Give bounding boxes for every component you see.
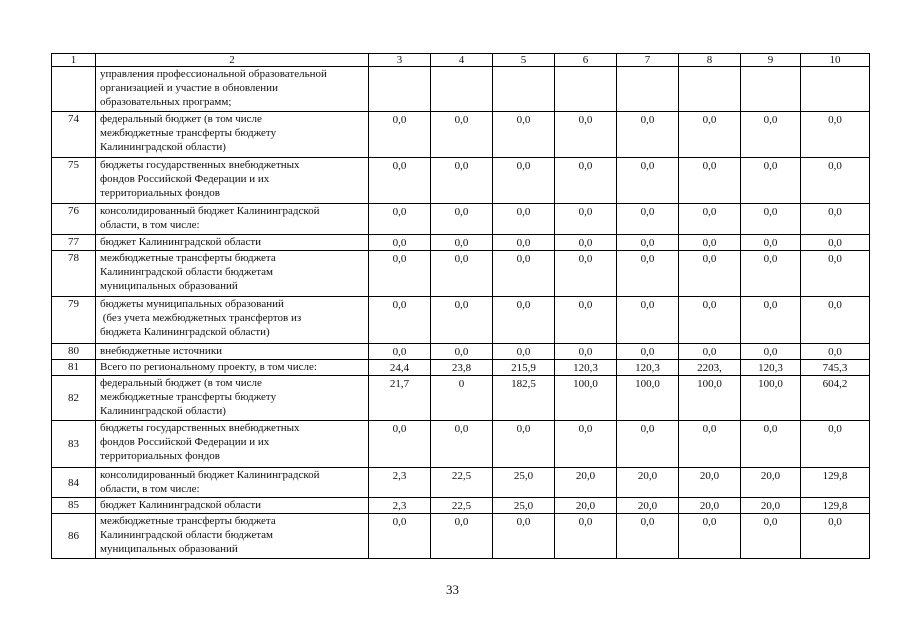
- description-line: межбюджетные трансферты бюджета: [100, 252, 276, 264]
- row-description: [96, 297, 369, 344]
- value-cell: 0,0: [741, 421, 801, 468]
- value-cell: 0,0: [617, 235, 679, 251]
- value-cell: 0,0: [741, 514, 801, 559]
- description-line: фондов Российской Федерации и их: [100, 436, 270, 448]
- value-cell: 0,0: [741, 251, 801, 297]
- table-row: [52, 235, 870, 251]
- table-row: [52, 360, 870, 376]
- value-cell: 745,3: [801, 360, 870, 376]
- col-header: 2: [96, 54, 369, 67]
- table-row: [52, 344, 870, 360]
- description-line: консолидированный бюджет Калининградской: [100, 205, 320, 217]
- header-row: [52, 54, 870, 67]
- description-line: бюджета Калининградской области): [100, 326, 270, 338]
- value-cell: 0,0: [555, 514, 617, 559]
- value-cell: 0,0: [493, 204, 555, 235]
- value-cell: 0,0: [801, 235, 870, 251]
- value-cell: 100,0: [679, 376, 741, 421]
- row-description: [96, 251, 369, 297]
- value-cell: 215,9: [493, 360, 555, 376]
- col-header: 7: [617, 54, 679, 67]
- value-cell: [369, 67, 431, 112]
- value-cell: 100,0: [555, 376, 617, 421]
- row-description: [96, 498, 369, 514]
- description-line: Калининградской области): [100, 405, 226, 417]
- value-cell: 0,0: [555, 344, 617, 360]
- description-line: бюджеты государственных внебюджетных: [100, 159, 300, 171]
- value-cell: [617, 67, 679, 112]
- description-line: бюджет Калининградской области: [100, 236, 262, 248]
- value-cell: 0,0: [617, 112, 679, 158]
- description-line: Всего по региональному проекту, в том числе:: [100, 361, 317, 373]
- value-cell: 0,0: [679, 235, 741, 251]
- table-row: [52, 376, 870, 421]
- table-row: [52, 112, 870, 158]
- value-cell: 20,0: [679, 498, 741, 514]
- row-number: 86: [52, 514, 96, 559]
- description-line: внебюджетные источники: [100, 345, 223, 357]
- value-cell: [431, 67, 493, 112]
- row-number: 78: [52, 251, 96, 297]
- value-cell: 0,0: [741, 112, 801, 158]
- table-row: [52, 251, 870, 297]
- row-number: 84: [52, 468, 96, 498]
- description-line: образовательных программ;: [100, 96, 232, 108]
- value-cell: 0,0: [617, 204, 679, 235]
- value-cell: 0,0: [431, 112, 493, 158]
- value-cell: 20,0: [555, 498, 617, 514]
- value-cell: 0,0: [617, 297, 679, 344]
- row-number: 76: [52, 204, 96, 235]
- description-line: федеральный бюджет (в том числе: [100, 377, 262, 389]
- description-line: муниципальных образований: [100, 543, 238, 555]
- description-line: Калининградской области): [100, 141, 226, 153]
- description-line: консолидированный бюджет Калининградской: [100, 469, 320, 481]
- row-description: [96, 514, 369, 559]
- value-cell: 0,0: [617, 251, 679, 297]
- col-header: 1: [52, 54, 96, 67]
- value-cell: 0,0: [431, 297, 493, 344]
- row-number: 74: [52, 112, 96, 158]
- value-cell: 0,0: [493, 235, 555, 251]
- col-header: 5: [493, 54, 555, 67]
- budget-table: [51, 53, 870, 559]
- value-cell: 0,0: [741, 297, 801, 344]
- row-description: [96, 67, 369, 112]
- value-cell: 2,3: [369, 498, 431, 514]
- row-description: [96, 360, 369, 376]
- value-cell: [801, 67, 870, 112]
- value-cell: 0,0: [555, 251, 617, 297]
- col-header: 10: [801, 54, 870, 67]
- value-cell: 0,0: [617, 158, 679, 204]
- value-cell: 0,0: [741, 204, 801, 235]
- value-cell: 0,0: [431, 235, 493, 251]
- row-number: 79: [52, 297, 96, 344]
- value-cell: 20,0: [741, 468, 801, 498]
- description-line: территориальных фондов: [100, 187, 220, 199]
- value-cell: 0,0: [493, 297, 555, 344]
- row-description: [96, 468, 369, 498]
- value-cell: 0,0: [555, 204, 617, 235]
- value-cell: 182,5: [493, 376, 555, 421]
- value-cell: 0,0: [741, 158, 801, 204]
- value-cell: 0,0: [431, 158, 493, 204]
- value-cell: 20,0: [679, 468, 741, 498]
- value-cell: 0,0: [679, 514, 741, 559]
- description-line: муниципальных образований: [100, 280, 238, 292]
- value-cell: 0,0: [801, 421, 870, 468]
- description-line: области, в том числе:: [100, 483, 200, 495]
- value-cell: 0,0: [493, 344, 555, 360]
- value-cell: 0,0: [801, 251, 870, 297]
- value-cell: 0,0: [679, 251, 741, 297]
- row-number: 80: [52, 344, 96, 360]
- value-cell: 0,0: [801, 158, 870, 204]
- value-cell: 0,0: [617, 421, 679, 468]
- description-line: Калининградской области бюджетам: [100, 529, 273, 541]
- row-number: 82: [52, 376, 96, 421]
- col-header: 9: [741, 54, 801, 67]
- row-number: 85: [52, 498, 96, 514]
- value-cell: [493, 67, 555, 112]
- description-line: Калининградской области бюджетам: [100, 266, 273, 278]
- description-line: федеральный бюджет (в том числе: [100, 113, 262, 125]
- value-cell: 0,0: [801, 112, 870, 158]
- row-description: [96, 421, 369, 468]
- value-cell: 20,0: [741, 498, 801, 514]
- value-cell: 0,0: [369, 514, 431, 559]
- value-cell: 0,0: [431, 204, 493, 235]
- value-cell: 21,7: [369, 376, 431, 421]
- col-header: 3: [369, 54, 431, 67]
- value-cell: [679, 67, 741, 112]
- value-cell: 120,3: [617, 360, 679, 376]
- value-cell: 0,0: [369, 112, 431, 158]
- value-cell: 0,0: [555, 235, 617, 251]
- value-cell: 120,3: [741, 360, 801, 376]
- row-number: 77: [52, 235, 96, 251]
- value-cell: 0,0: [369, 251, 431, 297]
- value-cell: 0,0: [369, 204, 431, 235]
- value-cell: 20,0: [617, 468, 679, 498]
- value-cell: 2,3: [369, 468, 431, 498]
- description-line: межбюджетные трансферты бюджета: [100, 515, 276, 527]
- value-cell: 0,0: [679, 112, 741, 158]
- value-cell: 0,0: [617, 514, 679, 559]
- value-cell: 0,0: [555, 297, 617, 344]
- value-cell: 0,0: [741, 235, 801, 251]
- value-cell: 0,0: [369, 297, 431, 344]
- row-number: 75: [52, 158, 96, 204]
- value-cell: 22,5: [431, 498, 493, 514]
- value-cell: 0,0: [369, 421, 431, 468]
- value-cell: 0,0: [369, 344, 431, 360]
- value-cell: 0,0: [679, 421, 741, 468]
- value-cell: 120,3: [555, 360, 617, 376]
- row-description: [96, 204, 369, 235]
- table-row: [52, 204, 870, 235]
- value-cell: 0,0: [493, 112, 555, 158]
- col-header: 6: [555, 54, 617, 67]
- value-cell: 0,0: [369, 158, 431, 204]
- value-cell: 25,0: [493, 498, 555, 514]
- value-cell: 25,0: [493, 468, 555, 498]
- value-cell: 0,0: [431, 251, 493, 297]
- description-line: бюджеты муниципальных образований: [100, 298, 284, 310]
- value-cell: 20,0: [555, 468, 617, 498]
- description-line: межбюджетные трансферты бюджету: [100, 391, 277, 403]
- description-line: области, в том числе:: [100, 219, 200, 231]
- value-cell: 0,0: [741, 344, 801, 360]
- value-cell: 604,2: [801, 376, 870, 421]
- description-line: межбюджетные трансферты бюджету: [100, 127, 277, 139]
- value-cell: 0,0: [431, 421, 493, 468]
- value-cell: 0,0: [801, 344, 870, 360]
- value-cell: 20,0: [617, 498, 679, 514]
- row-number: 81: [52, 360, 96, 376]
- value-cell: 0,0: [801, 204, 870, 235]
- table-row: [52, 498, 870, 514]
- value-cell: 0,0: [679, 158, 741, 204]
- value-cell: 0,0: [431, 344, 493, 360]
- table-row: [52, 468, 870, 498]
- description-line: бюджеты государственных внебюджетных: [100, 422, 300, 434]
- description-line: фондов Российской Федерации и их: [100, 173, 270, 185]
- table-row: [52, 421, 870, 468]
- value-cell: 0,0: [555, 158, 617, 204]
- value-cell: 100,0: [617, 376, 679, 421]
- table-body: [52, 54, 870, 559]
- table-row: [52, 158, 870, 204]
- value-cell: 23,8: [431, 360, 493, 376]
- value-cell: 0,0: [617, 344, 679, 360]
- value-cell: 0,0: [369, 235, 431, 251]
- value-cell: [741, 67, 801, 112]
- description-line: территориальных фондов: [100, 450, 220, 462]
- value-cell: 0,0: [679, 297, 741, 344]
- value-cell: 129,8: [801, 498, 870, 514]
- value-cell: 22,5: [431, 468, 493, 498]
- value-cell: 0: [431, 376, 493, 421]
- description-line: организацией и участие в обновлении: [100, 82, 278, 94]
- description-line: управления профессиональной образовательной: [100, 68, 327, 80]
- value-cell: 0,0: [431, 514, 493, 559]
- value-cell: 24,4: [369, 360, 431, 376]
- col-header: 8: [679, 54, 741, 67]
- table-row: [52, 67, 870, 112]
- col-header: 4: [431, 54, 493, 67]
- row-description: [96, 158, 369, 204]
- value-cell: 0,0: [493, 421, 555, 468]
- value-cell: 0,0: [493, 158, 555, 204]
- value-cell: 2203,: [679, 360, 741, 376]
- row-description: [96, 376, 369, 421]
- value-cell: 0,0: [555, 421, 617, 468]
- description-line: бюджет Калининградской области: [100, 499, 262, 511]
- value-cell: 0,0: [679, 204, 741, 235]
- row-number: [52, 67, 96, 112]
- row-description: [96, 235, 369, 251]
- row-description: [96, 344, 369, 360]
- value-cell: 0,0: [801, 297, 870, 344]
- value-cell: 0,0: [493, 514, 555, 559]
- value-cell: 0,0: [801, 514, 870, 559]
- value-cell: 129,8: [801, 468, 870, 498]
- table-row: [52, 297, 870, 344]
- value-cell: 0,0: [555, 112, 617, 158]
- value-cell: 0,0: [493, 251, 555, 297]
- row-number: 83: [52, 421, 96, 468]
- table-row: [52, 514, 870, 559]
- page-number: 33: [446, 582, 459, 597]
- value-cell: 0,0: [679, 344, 741, 360]
- value-cell: [555, 67, 617, 112]
- value-cell: 100,0: [741, 376, 801, 421]
- description-line: (без учета межбюджетных трансфертов из: [100, 312, 302, 324]
- row-description: [96, 112, 369, 158]
